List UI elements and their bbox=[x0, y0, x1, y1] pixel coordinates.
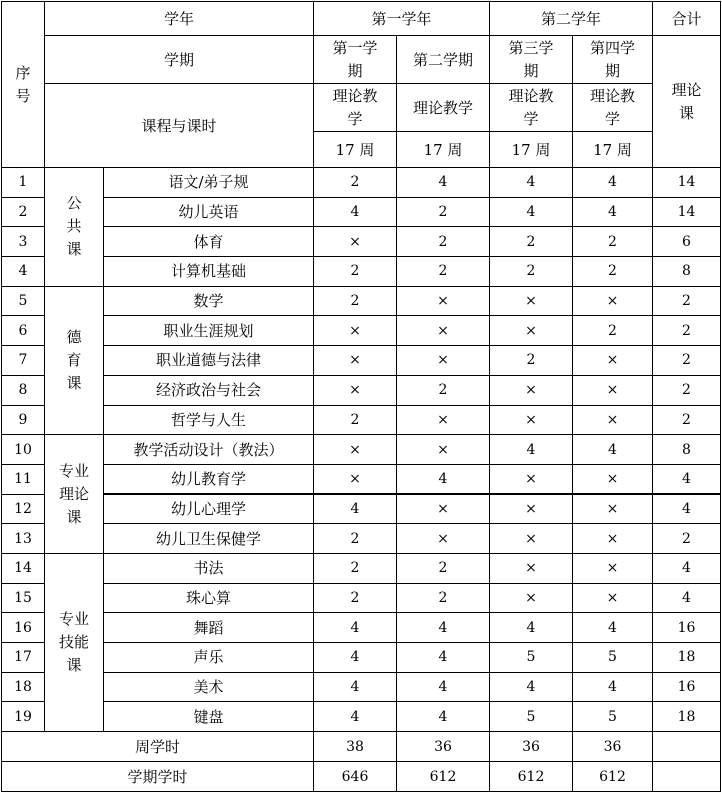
hours-term-2: × bbox=[397, 435, 490, 465]
course-name: 计算机基础 bbox=[104, 257, 314, 287]
category-theory: 专业 理论 课 bbox=[45, 435, 104, 554]
course-name: 珠心算 bbox=[104, 583, 314, 613]
hours-total: 4 bbox=[653, 583, 721, 613]
hours-term-2: 4 bbox=[397, 613, 490, 643]
row-number: 19 bbox=[2, 702, 45, 732]
table-row bbox=[2, 702, 721, 732]
table-row bbox=[2, 494, 721, 524]
hours-term-4: × bbox=[573, 583, 653, 613]
hours-term-3: 2 bbox=[490, 227, 573, 257]
weekly-hours-term3: 36 bbox=[490, 732, 573, 762]
header-term-3: 第三学 期 bbox=[490, 36, 573, 84]
hours-total: 16 bbox=[653, 672, 721, 702]
row-number: 1 bbox=[2, 168, 45, 198]
header-term-1: 第一学 期 bbox=[314, 36, 397, 84]
hours-term-1: 4 bbox=[314, 613, 397, 643]
header-seq: 序 号 bbox=[2, 2, 45, 168]
header-total-type: 理论 课 bbox=[653, 36, 721, 168]
term-hours-term1: 646 bbox=[314, 762, 397, 792]
course-name: 幼儿卫生保健学 bbox=[104, 524, 314, 554]
hours-term-3: × bbox=[490, 553, 573, 583]
hours-term-3: × bbox=[490, 583, 573, 613]
hours-term-2: × bbox=[397, 316, 490, 346]
hours-term-4: 4 bbox=[573, 672, 653, 702]
hours-term-4: 4 bbox=[573, 197, 653, 227]
table-row bbox=[2, 524, 721, 554]
hours-term-4: × bbox=[573, 524, 653, 554]
hours-term-1: × bbox=[314, 227, 397, 257]
course-name: 职业生涯规划 bbox=[104, 316, 314, 346]
weekly-hours-term4: 36 bbox=[573, 732, 653, 762]
hours-term-2: × bbox=[397, 286, 490, 316]
row-number: 11 bbox=[2, 464, 45, 494]
hours-total: 6 bbox=[653, 227, 721, 257]
table-row bbox=[2, 435, 721, 465]
header-total: 合计 bbox=[653, 2, 721, 36]
hours-term-1: 2 bbox=[314, 168, 397, 198]
hours-term-4: × bbox=[573, 346, 653, 376]
hours-term-2: 2 bbox=[397, 553, 490, 583]
hours-term-2: 2 bbox=[397, 375, 490, 405]
row-number: 9 bbox=[2, 405, 45, 435]
hours-term-3: × bbox=[490, 524, 573, 554]
course-name: 教学活动设计（教法） bbox=[104, 435, 314, 465]
hours-term-3: 5 bbox=[490, 643, 573, 673]
table-row bbox=[2, 613, 721, 643]
hours-term-4: × bbox=[573, 286, 653, 316]
table-row bbox=[2, 643, 721, 673]
row-number: 2 bbox=[2, 197, 45, 227]
hours-term-2: 2 bbox=[397, 197, 490, 227]
hours-total: 18 bbox=[653, 643, 721, 673]
row-number: 12 bbox=[2, 494, 45, 524]
row-number: 7 bbox=[2, 346, 45, 376]
course-schedule-table bbox=[1, 1, 721, 792]
hours-term-4: 2 bbox=[573, 316, 653, 346]
row-number: 3 bbox=[2, 227, 45, 257]
table-row bbox=[2, 227, 721, 257]
row-number: 10 bbox=[2, 435, 45, 465]
hours-term-3: 4 bbox=[490, 168, 573, 198]
table-row bbox=[2, 197, 721, 227]
hours-term-1: 2 bbox=[314, 583, 397, 613]
weekly-hours-term1: 38 bbox=[314, 732, 397, 762]
hours-term-4: 4 bbox=[573, 168, 653, 198]
term-hours-label: 学期学时 bbox=[2, 762, 314, 792]
hours-total: 8 bbox=[653, 435, 721, 465]
course-name: 美术 bbox=[104, 672, 314, 702]
table-row bbox=[2, 316, 721, 346]
hours-term-2: 4 bbox=[397, 702, 490, 732]
hours-term-1: 4 bbox=[314, 702, 397, 732]
hours-term-3: × bbox=[490, 375, 573, 405]
row-number: 5 bbox=[2, 286, 45, 316]
hours-term-4: × bbox=[573, 375, 653, 405]
row-number: 13 bbox=[2, 524, 45, 554]
hours-term-2: 2 bbox=[397, 227, 490, 257]
course-name: 体育 bbox=[104, 227, 314, 257]
table-row bbox=[2, 405, 721, 435]
table-row bbox=[2, 346, 721, 376]
course-name: 经济政治与社会 bbox=[104, 375, 314, 405]
hours-term-1: 2 bbox=[314, 405, 397, 435]
hours-term-4: 4 bbox=[573, 613, 653, 643]
category-moral: 德 育 课 bbox=[45, 286, 104, 434]
hours-term-3: × bbox=[490, 316, 573, 346]
course-name: 哲学与人生 bbox=[104, 405, 314, 435]
row-number: 6 bbox=[2, 316, 45, 346]
course-name: 职业道德与法律 bbox=[104, 346, 314, 376]
header-term-label: 学期 bbox=[45, 36, 314, 84]
hours-term-1: 4 bbox=[314, 494, 397, 524]
header-weeks-4: 17 周 bbox=[573, 132, 653, 168]
hours-total: 2 bbox=[653, 405, 721, 435]
course-name: 幼儿教育学 bbox=[104, 464, 314, 494]
hours-total: 4 bbox=[653, 494, 721, 524]
weekly-hours-label: 周学时 bbox=[2, 732, 314, 762]
hours-total: 16 bbox=[653, 613, 721, 643]
hours-term-4: 5 bbox=[573, 643, 653, 673]
hours-term-3: × bbox=[490, 494, 573, 524]
course-name: 舞蹈 bbox=[104, 613, 314, 643]
hours-term-3: × bbox=[490, 286, 573, 316]
row-number: 17 bbox=[2, 643, 45, 673]
hours-total: 2 bbox=[653, 316, 721, 346]
hours-total: 2 bbox=[653, 375, 721, 405]
hours-term-2: 4 bbox=[397, 464, 490, 494]
hours-term-4: 4 bbox=[573, 435, 653, 465]
row-number: 16 bbox=[2, 613, 45, 643]
hours-term-3: 5 bbox=[490, 702, 573, 732]
hours-term-1: × bbox=[314, 346, 397, 376]
row-number: 14 bbox=[2, 553, 45, 583]
term-hours-term4: 612 bbox=[573, 762, 653, 792]
hours-term-2: 4 bbox=[397, 672, 490, 702]
row-number: 4 bbox=[2, 257, 45, 287]
header-year-1: 第一学年 bbox=[314, 2, 490, 36]
header-type-4: 理论教 学 bbox=[573, 84, 653, 132]
hours-total: 18 bbox=[653, 702, 721, 732]
hours-term-1: 2 bbox=[314, 286, 397, 316]
hours-term-4: × bbox=[573, 553, 653, 583]
term-hours-term3: 612 bbox=[490, 762, 573, 792]
hours-term-2: × bbox=[397, 346, 490, 376]
course-name: 键盘 bbox=[104, 702, 314, 732]
term-hours-term2: 612 bbox=[397, 762, 490, 792]
hours-total: 8 bbox=[653, 257, 721, 287]
hours-term-2: × bbox=[397, 524, 490, 554]
course-name: 数学 bbox=[104, 286, 314, 316]
header-type-2: 理论教学 bbox=[397, 84, 490, 132]
hours-term-3: 4 bbox=[490, 672, 573, 702]
table-row bbox=[2, 672, 721, 702]
hours-term-1: 2 bbox=[314, 524, 397, 554]
table-row bbox=[2, 375, 721, 405]
hours-term-2: 2 bbox=[397, 257, 490, 287]
hours-term-4: 5 bbox=[573, 702, 653, 732]
hours-term-1: 2 bbox=[314, 257, 397, 287]
hours-term-2: × bbox=[397, 405, 490, 435]
hours-term-4: 2 bbox=[573, 257, 653, 287]
table-row bbox=[2, 257, 721, 287]
hours-term-2: × bbox=[397, 494, 490, 524]
weekly-hours-term2: 36 bbox=[397, 732, 490, 762]
category-public: 公 共 课 bbox=[45, 168, 104, 287]
hours-term-4: × bbox=[573, 464, 653, 494]
hours-term-1: × bbox=[314, 435, 397, 465]
hours-term-3: 4 bbox=[490, 613, 573, 643]
hours-term-3: 4 bbox=[490, 197, 573, 227]
hours-term-4: 2 bbox=[573, 227, 653, 257]
row-number: 15 bbox=[2, 583, 45, 613]
course-name: 书法 bbox=[104, 553, 314, 583]
header-term-2: 第二学期 bbox=[397, 36, 490, 84]
hours-total: 2 bbox=[653, 524, 721, 554]
hours-total: 14 bbox=[653, 197, 721, 227]
hours-term-4: × bbox=[573, 494, 653, 524]
hours-term-3: × bbox=[490, 464, 573, 494]
hours-term-1: × bbox=[314, 464, 397, 494]
hours-term-4: × bbox=[573, 405, 653, 435]
hours-term-3: × bbox=[490, 405, 573, 435]
hours-total: 4 bbox=[653, 553, 721, 583]
header-type-3: 理论教 学 bbox=[490, 84, 573, 132]
table-row bbox=[2, 286, 721, 316]
category-skill: 专业 技能 课 bbox=[45, 553, 104, 731]
hours-term-1: 4 bbox=[314, 672, 397, 702]
header-year-label: 学年 bbox=[45, 2, 314, 36]
hours-term-2: 4 bbox=[397, 643, 490, 673]
hours-term-3: 2 bbox=[490, 346, 573, 376]
hours-total: 2 bbox=[653, 346, 721, 376]
term-hours-total bbox=[653, 762, 721, 792]
table-row bbox=[2, 583, 721, 613]
header-weeks-2: 17 周 bbox=[397, 132, 490, 168]
table-row bbox=[2, 553, 721, 583]
row-number: 8 bbox=[2, 375, 45, 405]
course-name: 语文/弟子规 bbox=[104, 168, 314, 198]
hours-term-1: 4 bbox=[314, 643, 397, 673]
course-name: 幼儿心理学 bbox=[104, 494, 314, 524]
row-number: 18 bbox=[2, 672, 45, 702]
hours-total: 2 bbox=[653, 286, 721, 316]
header-course-hours: 课程与课时 bbox=[45, 84, 314, 168]
course-name: 声乐 bbox=[104, 643, 314, 673]
hours-term-2: 2 bbox=[397, 583, 490, 613]
weekly-hours-total bbox=[653, 732, 721, 762]
hours-total: 14 bbox=[653, 168, 721, 198]
header-year-2: 第二学年 bbox=[490, 2, 653, 36]
hours-term-2: 4 bbox=[397, 168, 490, 198]
hours-term-1: 2 bbox=[314, 553, 397, 583]
hours-term-1: 4 bbox=[314, 197, 397, 227]
hours-term-1: × bbox=[314, 316, 397, 346]
course-name: 幼儿英语 bbox=[104, 197, 314, 227]
hours-term-3: 4 bbox=[490, 435, 573, 465]
hours-term-1: × bbox=[314, 375, 397, 405]
header-weeks-1: 17 周 bbox=[314, 132, 397, 168]
header-term-4: 第四学 期 bbox=[573, 36, 653, 84]
table-row bbox=[2, 168, 721, 198]
table-row bbox=[2, 464, 721, 494]
hours-total: 4 bbox=[653, 464, 721, 494]
header-type-1: 理论教 学 bbox=[314, 84, 397, 132]
hours-term-3: 2 bbox=[490, 257, 573, 287]
header-weeks-3: 17 周 bbox=[490, 132, 573, 168]
